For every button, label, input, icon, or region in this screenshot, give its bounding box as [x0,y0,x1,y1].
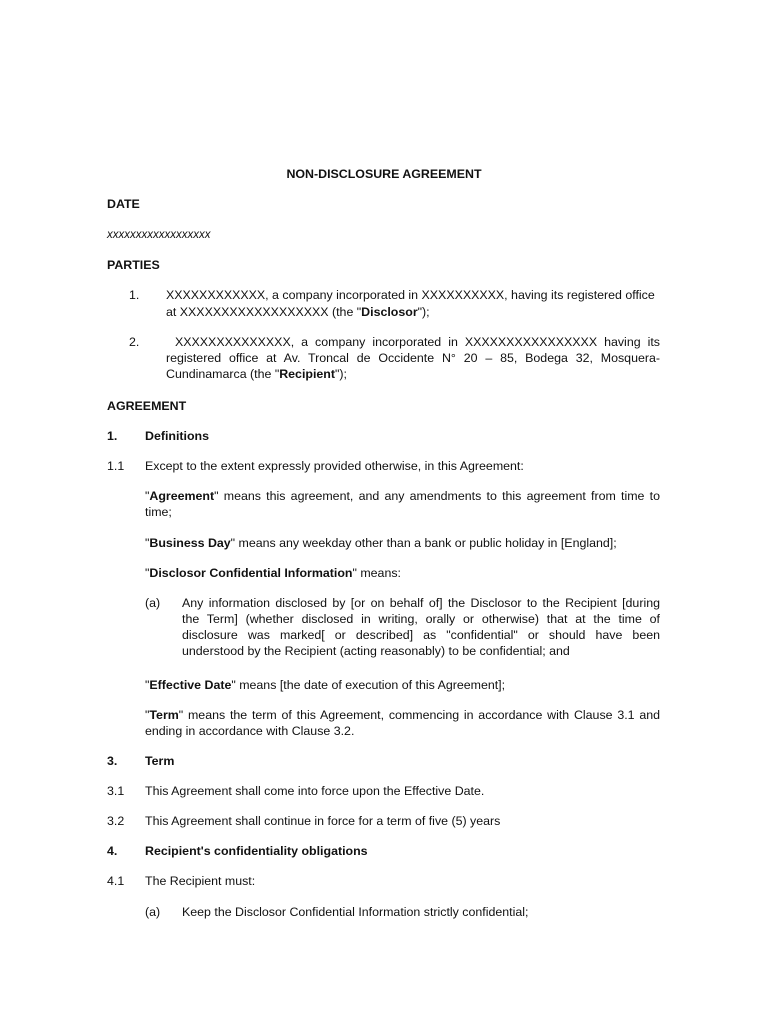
date-value: xxxxxxxxxxxxxxxxxx [107,229,211,241]
clause-3-1-text: This Agreement shall come into force upon the Effective Date. [145,784,485,798]
agreement-heading: AGREEMENT [107,399,187,413]
disclosor-term: Disclosor [361,305,418,319]
party-1-number: 1. [129,288,140,302]
clause-4-1-number: 4.1 [107,874,125,888]
definition-agreement: "Agreement" means this agreement, and any amendments to this agreement from time to time; [145,489,660,519]
party-1-line-1: XXXXXXXXXXXX, a company incorporated in XXXXXXXXXX, having its registered office [166,288,655,302]
party-2-number: 2. [129,335,140,349]
section-4-number: 4. [107,844,118,858]
recipient-term: Recipient [279,367,335,381]
clause-3-2-number: 3.2 [107,814,125,828]
definition-effective-date: "Effective Date" means [the date of execution of this Agreement]; [145,678,506,692]
section-1-number: 1. [107,429,118,443]
parties-heading: PARTIES [107,258,160,272]
definition-term: "Term" means the term of this Agreement, commencing in accordance with Clause 3.1 and ending in accordance with Clause 3.2. [145,708,660,738]
date-heading: DATE [107,197,140,211]
party-2-line-2: registered office at Av. Troncal de Occidente N° 20 – 85, Bodega 32, Mosquera- [166,351,660,365]
dci-item-a-text: Any information disclosed by [or on behalf of] the Disclosor to the Recipient [during the Term] (whether disclosed in writing, orally or otherwise) that at the time of disclosure was marked[ or described] as "confidential" or should have been understood by the Recipient (acting reasonably) to be confidential; and [182,596,660,658]
defined-term-dci: Disclosor Confidential Information [149,566,353,580]
clause-4-1-a-label: (a) [145,905,161,919]
party-1-line-2: at XXXXXXXXXXXXXXXXXX (the "Disclosor"); [166,305,430,319]
definition-business-day: "Business Day" means any weekday other than a bank or public holiday in [England]; [145,536,617,550]
section-3-number: 3. [107,754,118,768]
defined-term-agreement: Agreement [149,489,215,503]
dci-item-a-label: (a) [145,596,161,610]
defined-term-term: Term [149,708,179,722]
section-1-title: Definitions [145,429,210,443]
clause-1-1-text: Except to the extent expressly provided otherwise, in this Agreement: [145,459,524,473]
clause-3-2-text: This Agreement shall continue in force for a term of five (5) years [145,814,501,828]
clause-4-1-text: The Recipient must: [145,874,256,888]
party-2-paragraph [166,334,660,382]
document-title: NON-DISCLOSURE AGREEMENT [286,167,482,181]
defined-term-effective-date: Effective Date [149,678,232,692]
defined-term-business-day: Business Day [149,536,231,550]
clause-1-1-number: 1.1 [107,459,125,473]
clause-4-1-a-text: Keep the Disclosor Confidential Information strictly confidential; [182,905,529,919]
definition-disclosor-confidential-information: "Disclosor Confidential Information" means: [145,566,401,580]
party-2-line-3: Cundinamarca (the "Recipient"); [166,367,347,381]
section-4-title: Recipient's confidentiality obligations [145,844,368,858]
party-2-line-1: XXXXXXXXXXXXXX, a company incorporated in XXXXXXXXXXXXXXXX having its [175,335,660,349]
section-3-title: Term [145,754,175,768]
clause-3-1-number: 3.1 [107,784,125,798]
